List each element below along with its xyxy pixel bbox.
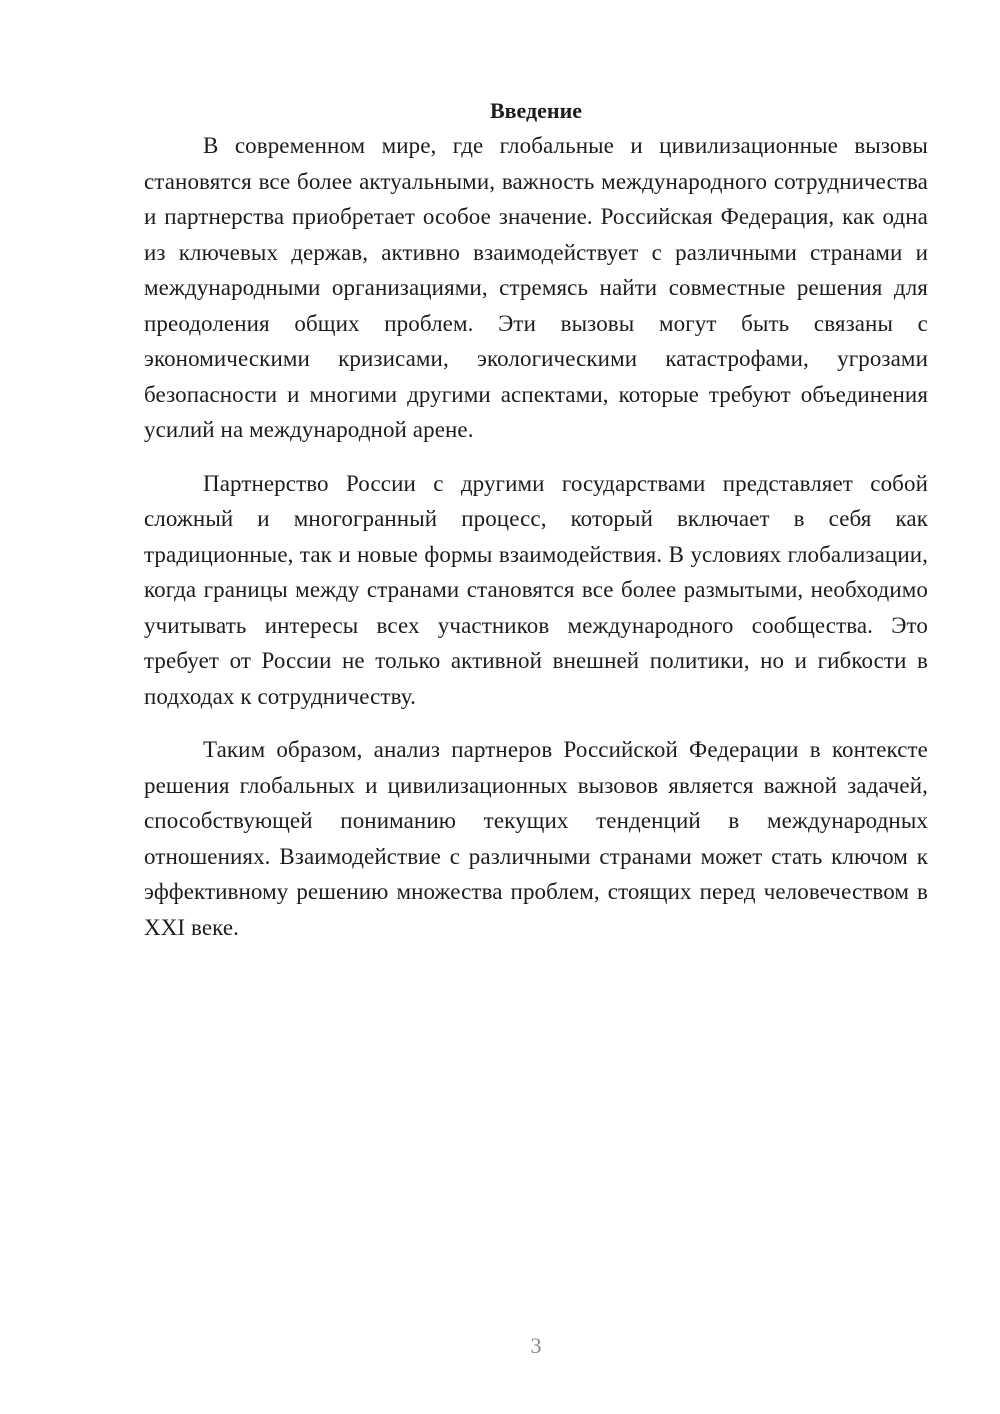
- paragraph-3: Таким образом, анализ партнеров Российской Федерации в контексте решения глобальных и цивилизационных вызовов является важной задачей, способствующей пониманию текущих тенденций в международных отношениях. Взаимодействие с различными странами может стать ключом к эффективному решению множества проблем, стоящих перед человечеством в XXI веке.: [144, 737, 928, 940]
- page-number: 3: [530, 1333, 542, 1358]
- paragraph-2: Партнерство России с другими государствами представляет собой сложный и многогранный процесс, который включает в себя как традиционные, так и новые формы взаимодействия. В условиях глобализации, когда границы между странами становятся все более размытыми, необходимо учитывать интересы всех участников международного сообщества. Это требует от России не только активной внешней политики, но и гибкости в подходах к сотрудничеству.: [144, 470, 928, 709]
- section-title: Введение: [489, 98, 583, 123]
- page-content: [144, 96, 928, 945]
- paragraph-1: В современном мире, где глобальные и цивилизационные вызовы становятся все более актуальными, важность международного сотрудничества и партнерства приобретает особое значение. Российская Федерация, как одна из ключевых держав, активно взаимодействует с различными странами и международными организациями, стремясь найти совместные решения для преодоления общих проблем. Эти вызовы могут быть связаны с экономическими кризисами, экологическими катастрофами, угрозами безопасности и многими другими аспектами, которые требуют объединения усилий на международной арене.: [144, 133, 928, 442]
